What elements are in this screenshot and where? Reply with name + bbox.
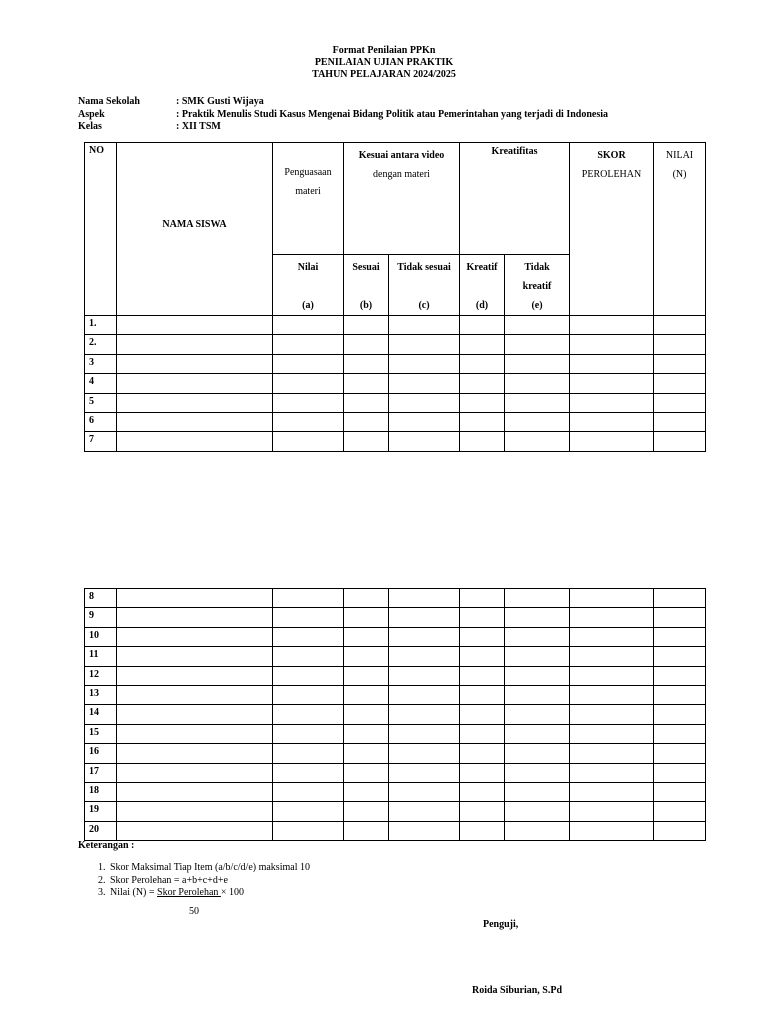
score-cell bbox=[117, 685, 273, 704]
score-cell bbox=[273, 627, 344, 646]
score-cell bbox=[389, 666, 460, 685]
subheader-tidak-sesuai-label: Tidak sesuai bbox=[397, 262, 451, 273]
score-cell bbox=[570, 374, 654, 393]
score-cell bbox=[460, 821, 505, 840]
subheader-b-label: (b) bbox=[359, 300, 373, 311]
table-row bbox=[85, 724, 706, 743]
score-cell bbox=[570, 782, 654, 801]
score-cell bbox=[344, 724, 389, 743]
score-cell bbox=[505, 432, 570, 451]
score-cell bbox=[505, 782, 570, 801]
score-cell bbox=[460, 316, 505, 335]
score-cell bbox=[344, 316, 389, 335]
subheader-a-label: (a) bbox=[302, 300, 314, 311]
score-cell bbox=[389, 744, 460, 763]
score-cell bbox=[654, 724, 706, 743]
table-row bbox=[85, 354, 706, 373]
table-row bbox=[85, 821, 706, 840]
score-cell bbox=[570, 589, 654, 608]
score-cell bbox=[117, 412, 273, 431]
score-cell bbox=[389, 724, 460, 743]
score-cell bbox=[570, 705, 654, 724]
score-cell bbox=[505, 685, 570, 704]
score-cell bbox=[654, 354, 706, 373]
score-cell bbox=[344, 432, 389, 451]
score-cell bbox=[570, 763, 654, 782]
score-cell bbox=[273, 354, 344, 373]
score-cell bbox=[117, 393, 273, 412]
score-cell bbox=[117, 316, 273, 335]
score-cell bbox=[344, 354, 389, 373]
score-cell bbox=[505, 744, 570, 763]
score-cell bbox=[570, 744, 654, 763]
table-row bbox=[85, 685, 706, 704]
score-cell bbox=[460, 335, 505, 354]
table-row bbox=[85, 335, 706, 354]
score-cell bbox=[505, 802, 570, 821]
score-cell bbox=[344, 647, 389, 666]
score-cell bbox=[460, 647, 505, 666]
subheader-sesuai-label: Sesuai bbox=[352, 262, 380, 273]
score-cell bbox=[344, 374, 389, 393]
header-nama-siswa bbox=[117, 143, 273, 316]
score-cell bbox=[654, 705, 706, 724]
score-cell bbox=[273, 393, 344, 412]
note-item-3-prefix: Nilai (N) = bbox=[110, 887, 158, 898]
subheader-tidak-kreatif-e bbox=[505, 255, 570, 316]
score-cell bbox=[505, 608, 570, 627]
header-kreatifitas-label: Kreatifitas bbox=[491, 146, 538, 157]
score-cell bbox=[654, 608, 706, 627]
score-cell bbox=[654, 316, 706, 335]
header-skor bbox=[570, 143, 654, 316]
score-cell bbox=[273, 744, 344, 763]
score-cell bbox=[570, 647, 654, 666]
score-cell bbox=[344, 802, 389, 821]
header-kreatifitas bbox=[460, 143, 570, 255]
header-nama-siswa-label: NAMA SISWA bbox=[162, 219, 227, 230]
score-cell bbox=[570, 335, 654, 354]
note-item-3-numerator: Skor Perolehan bbox=[157, 887, 221, 898]
table-row bbox=[85, 374, 706, 393]
table-row bbox=[85, 782, 706, 801]
subheader-e-label: (e) bbox=[531, 300, 543, 311]
score-cell bbox=[344, 608, 389, 627]
score-cell bbox=[273, 316, 344, 335]
table-row bbox=[85, 705, 706, 724]
score-cell bbox=[344, 763, 389, 782]
score-cell bbox=[273, 724, 344, 743]
row-number-cell: 7 bbox=[85, 432, 117, 451]
score-cell bbox=[389, 374, 460, 393]
score-cell bbox=[344, 412, 389, 431]
score-cell bbox=[505, 705, 570, 724]
score-cell bbox=[344, 821, 389, 840]
score-cell bbox=[505, 821, 570, 840]
score-cell bbox=[505, 589, 570, 608]
header-nilai bbox=[654, 143, 706, 316]
score-cell bbox=[460, 724, 505, 743]
score-cell bbox=[654, 432, 706, 451]
subheader-tidak-sesuai-c bbox=[389, 255, 460, 316]
signature-role: Penguji, bbox=[483, 919, 519, 930]
score-cell bbox=[117, 802, 273, 821]
score-cell bbox=[505, 316, 570, 335]
score-cell bbox=[117, 589, 273, 608]
table-row bbox=[85, 589, 706, 608]
score-cell bbox=[117, 432, 273, 451]
score-cell bbox=[654, 802, 706, 821]
score-cell bbox=[505, 666, 570, 685]
score-cell bbox=[117, 763, 273, 782]
aspect-row bbox=[78, 109, 608, 121]
score-cell bbox=[460, 666, 505, 685]
row-number-cell: 13 bbox=[85, 685, 117, 704]
score-cell bbox=[344, 705, 389, 724]
score-cell bbox=[505, 335, 570, 354]
score-cell bbox=[654, 393, 706, 412]
row-number-cell: 4 bbox=[85, 374, 117, 393]
row-number-cell: 10 bbox=[85, 627, 117, 646]
score-cell bbox=[389, 802, 460, 821]
table-body-page2 bbox=[85, 589, 706, 841]
table-row bbox=[85, 744, 706, 763]
note-item-3-denominator: 50 bbox=[189, 906, 199, 917]
score-cell bbox=[505, 724, 570, 743]
score-cell bbox=[654, 666, 706, 685]
table-row bbox=[85, 763, 706, 782]
header-nilai-l1: NILAI bbox=[665, 150, 694, 161]
score-cell bbox=[570, 821, 654, 840]
score-cell bbox=[273, 802, 344, 821]
row-number-cell: 19 bbox=[85, 802, 117, 821]
score-cell bbox=[570, 393, 654, 412]
row-number-cell: 17 bbox=[85, 763, 117, 782]
header-skor-l2: PEROLEHAN bbox=[581, 169, 642, 180]
score-cell bbox=[460, 412, 505, 431]
note-item-3-suffix: × 100 bbox=[220, 887, 245, 898]
score-cell bbox=[460, 374, 505, 393]
school-row bbox=[78, 96, 264, 108]
score-cell bbox=[344, 744, 389, 763]
table-row bbox=[85, 627, 706, 646]
score-cell bbox=[344, 666, 389, 685]
score-cell bbox=[389, 821, 460, 840]
class-label: Kelas bbox=[78, 121, 102, 132]
score-cell bbox=[117, 647, 273, 666]
score-cell bbox=[570, 802, 654, 821]
row-number-cell: 16 bbox=[85, 744, 117, 763]
score-cell bbox=[654, 589, 706, 608]
subheader-nilai-a bbox=[273, 255, 344, 316]
score-cell bbox=[460, 705, 505, 724]
score-cell bbox=[654, 335, 706, 354]
table-row bbox=[85, 432, 706, 451]
table-row bbox=[85, 802, 706, 821]
score-cell bbox=[344, 685, 389, 704]
header-nilai-l2: (N) bbox=[672, 169, 687, 180]
score-cell bbox=[117, 354, 273, 373]
note-item-3 bbox=[108, 887, 310, 900]
score-cell bbox=[460, 432, 505, 451]
row-number-cell: 15 bbox=[85, 724, 117, 743]
aspect-label: Aspek bbox=[78, 109, 105, 120]
score-cell bbox=[505, 627, 570, 646]
doc-year: TAHUN PELAJARAN 2024/2025 bbox=[312, 69, 456, 80]
score-cell bbox=[654, 627, 706, 646]
note-item-1: 1. Skor Maksimal Tiap Item (a/b/c/d/e) maksimal 10 bbox=[108, 862, 310, 875]
score-cell bbox=[389, 782, 460, 801]
score-cell bbox=[460, 354, 505, 373]
score-cell bbox=[570, 316, 654, 335]
score-cell bbox=[273, 335, 344, 354]
row-number-cell: 2. bbox=[85, 335, 117, 354]
score-cell bbox=[273, 589, 344, 608]
score-cell bbox=[654, 412, 706, 431]
score-cell bbox=[389, 335, 460, 354]
table-row bbox=[85, 412, 706, 431]
doc-title: Format Penilaian PPKn bbox=[332, 45, 436, 56]
row-number-cell: 14 bbox=[85, 705, 117, 724]
score-cell bbox=[273, 782, 344, 801]
score-cell bbox=[389, 763, 460, 782]
score-cell bbox=[273, 821, 344, 840]
signature-name: Roida Siburian, S.Pd bbox=[472, 985, 563, 996]
class-value: : XII TSM bbox=[176, 121, 221, 132]
school-value: : SMK Gusti Wijaya bbox=[176, 96, 264, 107]
class-row bbox=[78, 121, 221, 133]
score-cell bbox=[117, 744, 273, 763]
header-penguasaan-l1: Penguasaan bbox=[284, 167, 332, 178]
score-cell bbox=[389, 589, 460, 608]
score-cell bbox=[117, 666, 273, 685]
score-cell bbox=[570, 724, 654, 743]
score-cell bbox=[654, 782, 706, 801]
score-cell bbox=[273, 666, 344, 685]
score-cell bbox=[654, 374, 706, 393]
score-cell bbox=[117, 627, 273, 646]
header-penguasaan bbox=[273, 143, 344, 255]
header-kesuai-l1: Kesuai antara video bbox=[358, 150, 445, 161]
score-cell bbox=[654, 763, 706, 782]
row-number-cell: 3 bbox=[85, 354, 117, 373]
score-cell bbox=[460, 763, 505, 782]
score-cell bbox=[344, 589, 389, 608]
score-cell bbox=[389, 608, 460, 627]
subheader-tidak-kreatif-l1: Tidak bbox=[524, 262, 550, 273]
score-cell bbox=[117, 705, 273, 724]
score-cell bbox=[344, 335, 389, 354]
score-cell bbox=[505, 354, 570, 373]
subheader-tidak-kreatif-l2: kreatif bbox=[522, 281, 552, 292]
score-cell bbox=[389, 316, 460, 335]
score-cell bbox=[570, 608, 654, 627]
score-cell bbox=[273, 763, 344, 782]
aspect-value: : Praktik Menulis Studi Kasus Mengenai Bidang Politik atau Pemerintahan yang terjadi di Indonesia bbox=[176, 109, 608, 120]
score-cell bbox=[117, 374, 273, 393]
table-row bbox=[85, 608, 706, 627]
row-number-cell: 18 bbox=[85, 782, 117, 801]
score-cell bbox=[460, 589, 505, 608]
score-cell bbox=[117, 821, 273, 840]
subheader-sesuai-b bbox=[344, 255, 389, 316]
row-number-cell: 9 bbox=[85, 608, 117, 627]
score-cell bbox=[505, 374, 570, 393]
score-cell bbox=[654, 821, 706, 840]
score-cell bbox=[389, 432, 460, 451]
row-number-cell: 5 bbox=[85, 393, 117, 412]
notes-heading: Keterangan : bbox=[78, 840, 135, 851]
score-cell bbox=[344, 393, 389, 412]
score-cell bbox=[273, 647, 344, 666]
header-no: NO bbox=[85, 143, 117, 316]
school-label: Nama Sekolah bbox=[78, 96, 140, 107]
note-item-2: 2. Skor Perolehan = a+b+c+d+e bbox=[108, 875, 310, 888]
score-cell bbox=[505, 647, 570, 666]
score-cell bbox=[460, 744, 505, 763]
row-number-cell: 6 bbox=[85, 412, 117, 431]
score-cell bbox=[273, 608, 344, 627]
score-cell bbox=[460, 627, 505, 646]
score-cell bbox=[389, 647, 460, 666]
score-cell bbox=[654, 685, 706, 704]
score-cell bbox=[344, 627, 389, 646]
score-cell bbox=[389, 705, 460, 724]
score-cell bbox=[460, 608, 505, 627]
header-skor-l1: SKOR bbox=[597, 150, 626, 161]
table-row bbox=[85, 393, 706, 412]
score-cell bbox=[117, 724, 273, 743]
score-cell bbox=[460, 685, 505, 704]
score-cell bbox=[117, 782, 273, 801]
score-cell bbox=[570, 412, 654, 431]
score-cell bbox=[654, 647, 706, 666]
subheader-d-label: (d) bbox=[475, 300, 489, 311]
score-cell bbox=[389, 393, 460, 412]
score-cell bbox=[460, 393, 505, 412]
header-kesuai-l2: dengan materi bbox=[373, 169, 430, 180]
score-table-page2 bbox=[84, 588, 706, 841]
notes-list bbox=[78, 862, 310, 900]
score-cell bbox=[117, 608, 273, 627]
row-number-cell: 1. bbox=[85, 316, 117, 335]
header-penguasaan-l2: materi bbox=[295, 186, 321, 197]
score-cell bbox=[460, 782, 505, 801]
score-cell bbox=[654, 744, 706, 763]
score-cell bbox=[505, 763, 570, 782]
score-cell bbox=[389, 627, 460, 646]
score-cell bbox=[344, 782, 389, 801]
score-cell bbox=[273, 432, 344, 451]
row-number-cell: 8 bbox=[85, 589, 117, 608]
score-cell bbox=[389, 354, 460, 373]
score-cell bbox=[570, 432, 654, 451]
score-cell bbox=[273, 374, 344, 393]
score-cell bbox=[570, 627, 654, 646]
row-number-cell: 20 bbox=[85, 821, 117, 840]
table-row bbox=[85, 666, 706, 685]
score-cell bbox=[117, 335, 273, 354]
score-cell bbox=[389, 685, 460, 704]
subheader-c-label: (c) bbox=[418, 300, 430, 311]
score-table-page1 bbox=[84, 142, 706, 452]
score-cell bbox=[570, 685, 654, 704]
score-cell bbox=[505, 393, 570, 412]
score-cell bbox=[389, 412, 460, 431]
row-number-cell: 12 bbox=[85, 666, 117, 685]
score-cell bbox=[273, 412, 344, 431]
table-body-page1 bbox=[85, 316, 706, 452]
score-cell bbox=[460, 802, 505, 821]
score-cell bbox=[273, 705, 344, 724]
score-cell bbox=[273, 685, 344, 704]
header-kesuai bbox=[344, 143, 460, 255]
subheader-nilai-label: Nilai bbox=[297, 262, 319, 273]
table-row bbox=[85, 316, 706, 335]
subheader-kreatif-label: Kreatif bbox=[466, 262, 498, 273]
score-cell bbox=[505, 412, 570, 431]
table-row bbox=[85, 647, 706, 666]
doc-subtitle: PENILAIAN UJIAN PRAKTIK bbox=[314, 57, 454, 68]
score-cell bbox=[570, 666, 654, 685]
score-cell bbox=[570, 354, 654, 373]
row-number-cell: 11 bbox=[85, 647, 117, 666]
subheader-kreatif-d bbox=[460, 255, 505, 316]
